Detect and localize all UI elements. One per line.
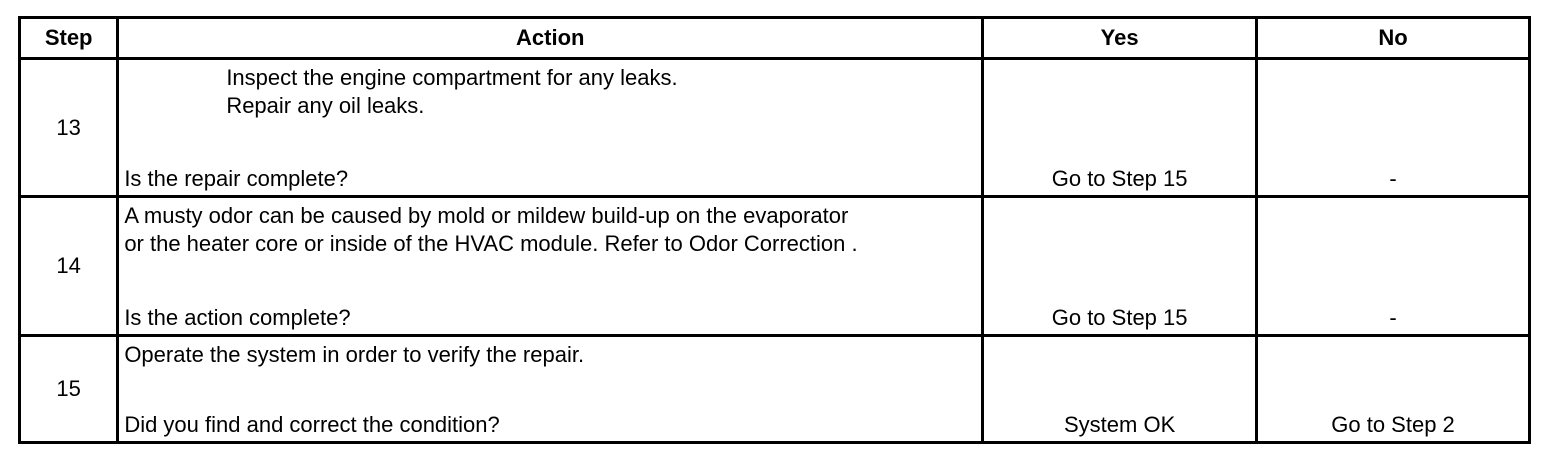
- yes-result-link[interactable]: Go to Step 15: [1051, 304, 1188, 330]
- no-cell: [1257, 335, 1530, 442]
- yes-result: System OK: [1064, 412, 1176, 437]
- table-header-row: [20, 18, 1530, 59]
- action-question: Did you find and correct the condition?: [124, 412, 500, 437]
- step-number: 15: [20, 335, 118, 442]
- action-line: A musty odor can be caused by mold or mildew build-up on the evaporator: [124, 203, 849, 229]
- action-question: Is the action complete?: [124, 304, 351, 330]
- no-result: -: [1389, 304, 1397, 330]
- yes-cell: [983, 59, 1257, 197]
- action-line: or the heater core or inside of the HVAC module. Refer to Odor Correction .: [124, 231, 858, 257]
- yes-cell: [983, 335, 1257, 442]
- header-no: No: [1257, 18, 1530, 59]
- action-line: Repair any oil leaks.: [226, 93, 425, 118]
- action-line: Inspect the engine compartment for any leaks.: [226, 65, 678, 90]
- table-row: [20, 59, 1530, 197]
- no-result: -: [1389, 166, 1397, 192]
- no-cell: [1257, 59, 1530, 197]
- header-yes: Yes: [983, 18, 1257, 59]
- diagnostic-step-table: [18, 16, 1531, 444]
- no-cell: [1257, 197, 1530, 335]
- yes-result-link[interactable]: Go to Step 15: [1051, 166, 1188, 192]
- table-row: [20, 197, 1530, 335]
- table-row: [20, 335, 1530, 442]
- action-cell: [118, 335, 983, 442]
- header-action: Action: [118, 18, 983, 59]
- action-cell: [118, 59, 983, 197]
- step-number: 14: [20, 197, 118, 335]
- action-line: Operate the system in order to verify the repair.: [124, 341, 585, 367]
- header-step: Step: [20, 18, 118, 59]
- action-question: Is the repair complete?: [124, 166, 349, 192]
- no-result-link[interactable]: Go to Step 2: [1331, 412, 1455, 437]
- action-cell: [118, 197, 983, 335]
- yes-cell: [983, 197, 1257, 335]
- step-number: 13: [20, 59, 118, 197]
